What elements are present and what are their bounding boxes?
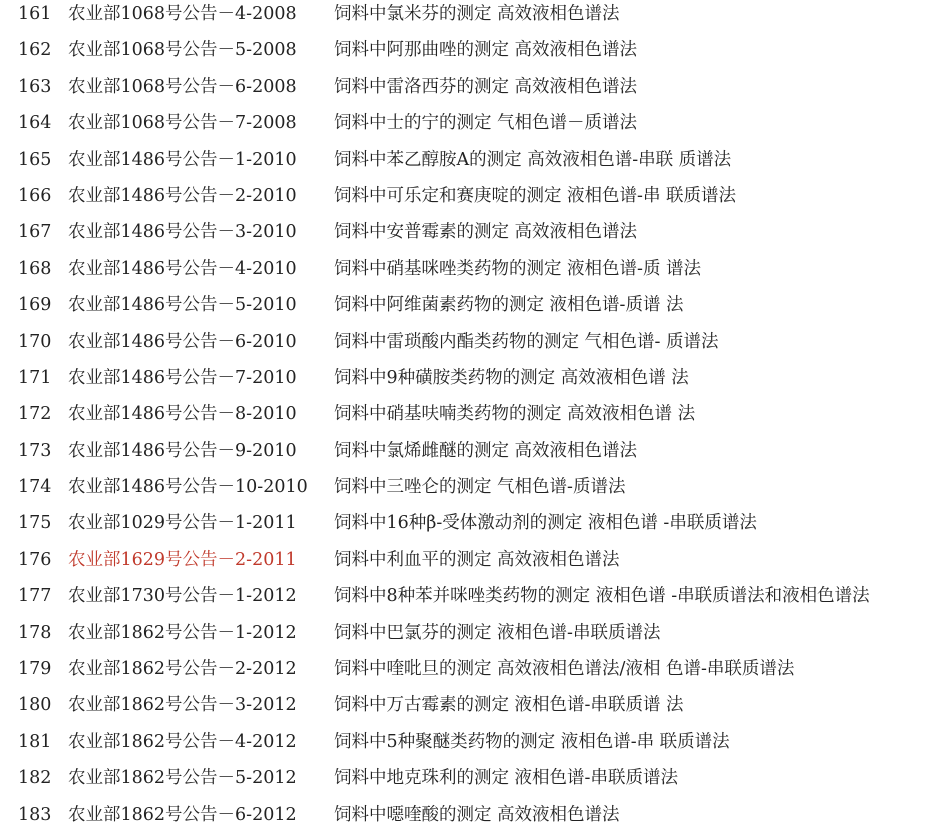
standard-title: 饲料中阿维菌素药物的测定 液相色谱-质谱 法 [334,295,684,316]
table-row [0,324,937,360]
row-number: 165 [18,149,52,170]
standard-code: 农业部1068号公告－4-2008 [68,4,297,24]
row-number: 183 [18,804,52,825]
standard-title: 饲料中万古霉素的测定 液相色谱-串联质谱 法 [334,695,684,716]
row-number: 182 [18,768,52,789]
standard-title: 饲料中苯乙醇胺A的测定 高效液相色谱-串联 质谱法 [334,149,732,170]
table-row [0,651,937,687]
standard-code: 农业部1486号公告－4-2010 [68,258,297,279]
standard-code: 农业部1862号公告－1-2012 [68,622,297,643]
row-number: 161 [18,4,52,24]
row-number: 170 [18,331,52,352]
table-row [0,396,937,432]
table-row [0,251,937,287]
standard-title: 饲料中利血平的测定 高效液相色谱法 [334,549,620,570]
standard-code: 农业部1029号公告－1-2011 [68,513,297,534]
standard-title: 饲料中可乐定和赛庚啶的测定 液相色谱-串 联质谱法 [334,185,737,206]
table-row [0,760,937,796]
table-row [0,542,937,578]
standard-code: 农业部1486号公告－3-2010 [68,222,297,243]
row-number: 163 [18,76,52,97]
row-number: 166 [18,185,52,206]
standard-title: 饲料中雷琐酸内酯类药物的测定 气相色谱- 质谱法 [334,331,719,352]
standard-title: 饲料中氯米芬的测定 高效液相色谱法 [334,4,620,24]
row-number: 174 [18,477,52,498]
row-number: 164 [18,113,52,134]
table-row [0,214,937,250]
table-row [0,287,937,323]
standard-code: 农业部1486号公告－6-2010 [68,331,297,352]
row-number: 177 [18,586,52,607]
standard-title: 饲料中三唑仑的测定 气相色谱-质谱法 [334,477,626,498]
row-number: 175 [18,513,52,534]
standard-title: 饲料中16种β-受体激动剂的测定 液相色谱 -串联质谱法 [334,513,757,534]
row-number: 167 [18,222,52,243]
standard-title: 饲料中雷洛西芬的测定 高效液相色谱法 [334,76,638,97]
standard-code: 农业部1486号公告－2-2010 [68,185,297,206]
standard-title: 饲料中硝基咪唑类药物的测定 液相色谱-质 谱法 [334,258,702,279]
standard-title: 饲料中氯烯雌醚的测定 高效液相色谱法 [334,440,638,461]
standard-code: 农业部1862号公告－5-2012 [68,768,297,789]
standard-title: 饲料中地克珠利的测定 液相色谱-串联质谱法 [334,768,678,789]
standard-title: 饲料中巴氯芬的测定 液相色谱-串联质谱法 [334,622,661,643]
standard-title: 饲料中9种磺胺类药物的测定 高效液相色谱 法 [334,367,689,388]
row-number: 173 [18,440,52,461]
table-row [0,615,937,651]
standard-code: 农业部1068号公告－5-2008 [68,40,297,61]
standard-title: 饲料中5种聚醚类药物的测定 液相色谱-串 联质谱法 [334,731,730,752]
row-number: 171 [18,367,52,388]
standard-code: 农业部1862号公告－4-2012 [68,731,297,752]
standard-code: 农业部1486号公告－1-2010 [68,149,297,170]
table-row [0,360,937,396]
row-number: 180 [18,695,52,716]
table-row [0,69,937,105]
table-row [0,433,937,469]
table-row [0,578,937,614]
standard-title: 饲料中阿那曲唑的测定 高效液相色谱法 [334,40,638,61]
standard-code: 农业部1862号公告－2-2012 [68,659,297,680]
standard-code: 农业部1862号公告－3-2012 [68,695,297,716]
table-row [0,724,937,760]
row-number: 169 [18,295,52,316]
standard-code: 农业部1862号公告－6-2012 [68,804,297,825]
row-number: 181 [18,731,52,752]
row-number: 179 [18,659,52,680]
row-number: 168 [18,258,52,279]
standard-code: 农业部1486号公告－9-2010 [68,440,297,461]
row-number: 172 [18,404,52,425]
table-row [0,105,937,141]
standard-title: 饲料中喹吡旦的测定 高效液相色谱法/液相 色谱-串联质谱法 [334,659,795,680]
standard-code: 农业部1629号公告－2-2011 [68,549,297,570]
row-number: 176 [18,549,52,570]
table-row [0,32,937,68]
standard-code: 农业部1486号公告－8-2010 [68,404,297,425]
table-row [0,0,937,32]
standard-title: 饲料中噁喹酸的测定 高效液相色谱法 [334,804,620,825]
row-number: 162 [18,40,52,61]
table-row [0,142,937,178]
standard-title: 饲料中硝基呋喃类药物的测定 高效液相色谱 法 [334,404,696,425]
standard-title: 饲料中安普霉素的测定 高效液相色谱法 [334,222,638,243]
row-number: 178 [18,622,52,643]
standard-code: 农业部1730号公告－1-2012 [68,586,297,607]
standard-code: 农业部1068号公告－6-2008 [68,76,297,97]
table-row [0,469,937,505]
standard-code: 农业部1486号公告－7-2010 [68,367,297,388]
standard-code: 农业部1486号公告－10-2010 [68,477,308,498]
table-row [0,178,937,214]
standard-title: 饲料中8种苯并咪唑类药物的测定 液相色谱 -串联质谱法和液相色谱法 [334,586,870,607]
standard-code: 农业部1068号公告－7-2008 [68,113,297,134]
table-row [0,687,937,723]
table-row [0,505,937,541]
standard-code: 农业部1486号公告－5-2010 [68,295,297,316]
table-row [0,797,937,833]
standard-title: 饲料中士的宁的测定 气相色谱－质谱法 [334,113,638,134]
